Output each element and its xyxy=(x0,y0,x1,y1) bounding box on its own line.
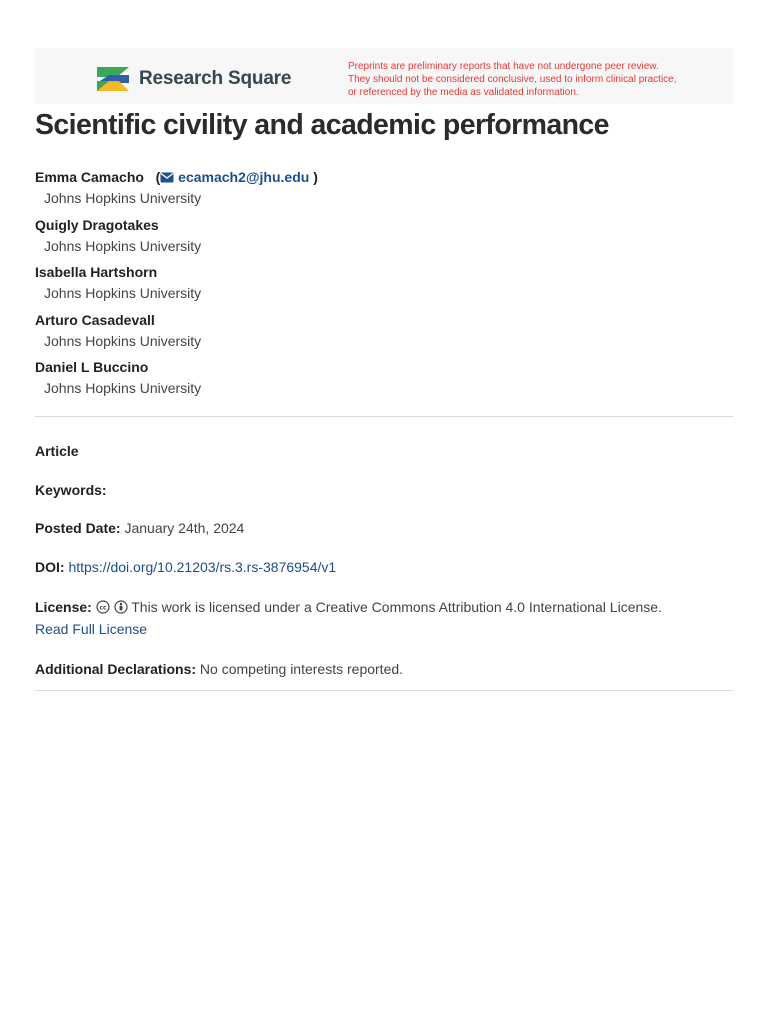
article-type-row xyxy=(35,440,733,462)
author-affiliation: Johns Hopkins University xyxy=(44,190,202,206)
author-list xyxy=(35,167,733,405)
notice-line: Preprints are preliminary reports that have not undergone peer review. xyxy=(348,61,659,72)
preprint-banner xyxy=(35,48,733,104)
posted-date-label: Posted Date: xyxy=(35,520,121,536)
notice-line: They should not be considered conclusive, used to inform clinical practice, xyxy=(348,74,677,85)
author-name: Daniel L Buccino xyxy=(35,359,149,376)
license-text: This work is licensed under a Creative Commons Attribution 4.0 International License. xyxy=(131,599,662,615)
license-label: License: xyxy=(35,599,92,615)
doi-label: DOI: xyxy=(35,559,65,575)
keywords-row xyxy=(35,479,733,501)
article-type: Article xyxy=(35,443,79,459)
author-entry xyxy=(35,215,733,263)
author-email-wrapper: ( ecamach2@jhu.edu ) xyxy=(147,169,318,185)
author-name: Isabella Hartshorn xyxy=(35,264,158,281)
read-full-license-link[interactable]: Read Full License xyxy=(35,621,148,637)
brand-name: Research Square xyxy=(139,68,292,89)
license-row xyxy=(35,596,733,640)
notice-line: or referenced by the media as validated information. xyxy=(348,87,579,98)
declarations-value: No competing interests reported. xyxy=(199,661,404,677)
declarations-row xyxy=(35,658,733,680)
author-affiliation: Johns Hopkins University xyxy=(44,332,202,349)
author-name: Quigly Dragotakes xyxy=(35,216,159,233)
author-affiliation: Johns Hopkins University xyxy=(44,380,202,397)
divider xyxy=(35,690,733,691)
research-square-logo-icon xyxy=(95,65,131,93)
author-entry xyxy=(35,262,733,310)
author-affiliation: Johns Hopkins University xyxy=(44,237,202,254)
divider xyxy=(35,416,733,417)
keywords-label: Keywords: xyxy=(35,482,107,498)
research-square-logo[interactable] xyxy=(95,65,291,93)
declarations-label: Additional Declarations: xyxy=(35,661,197,677)
author-name: Arturo Casadevall xyxy=(35,311,155,328)
envelope-icon xyxy=(160,172,174,183)
cc-icon xyxy=(96,600,110,614)
author-affiliation: Johns Hopkins University xyxy=(44,285,202,302)
posted-date-row xyxy=(35,517,733,539)
author-entry xyxy=(35,357,733,405)
author-email-link[interactable]: ecamach2@jhu.edu xyxy=(178,169,310,185)
author-entry xyxy=(35,310,733,358)
peer-review-notice xyxy=(348,60,728,99)
author-name-row xyxy=(35,167,733,188)
doi-row xyxy=(35,556,733,578)
author-entry xyxy=(35,167,733,215)
doi-link[interactable]: https://doi.org/10.21203/rs.3.rs-3876954/v1 xyxy=(68,559,337,575)
author-name: Emma Camacho xyxy=(35,169,144,185)
paper-title: Scientific civility and academic performance xyxy=(35,109,609,141)
posted-date-value: January 24th, 2024 xyxy=(124,520,245,536)
svg-text:cc: cc xyxy=(99,604,107,612)
by-icon xyxy=(114,600,128,614)
